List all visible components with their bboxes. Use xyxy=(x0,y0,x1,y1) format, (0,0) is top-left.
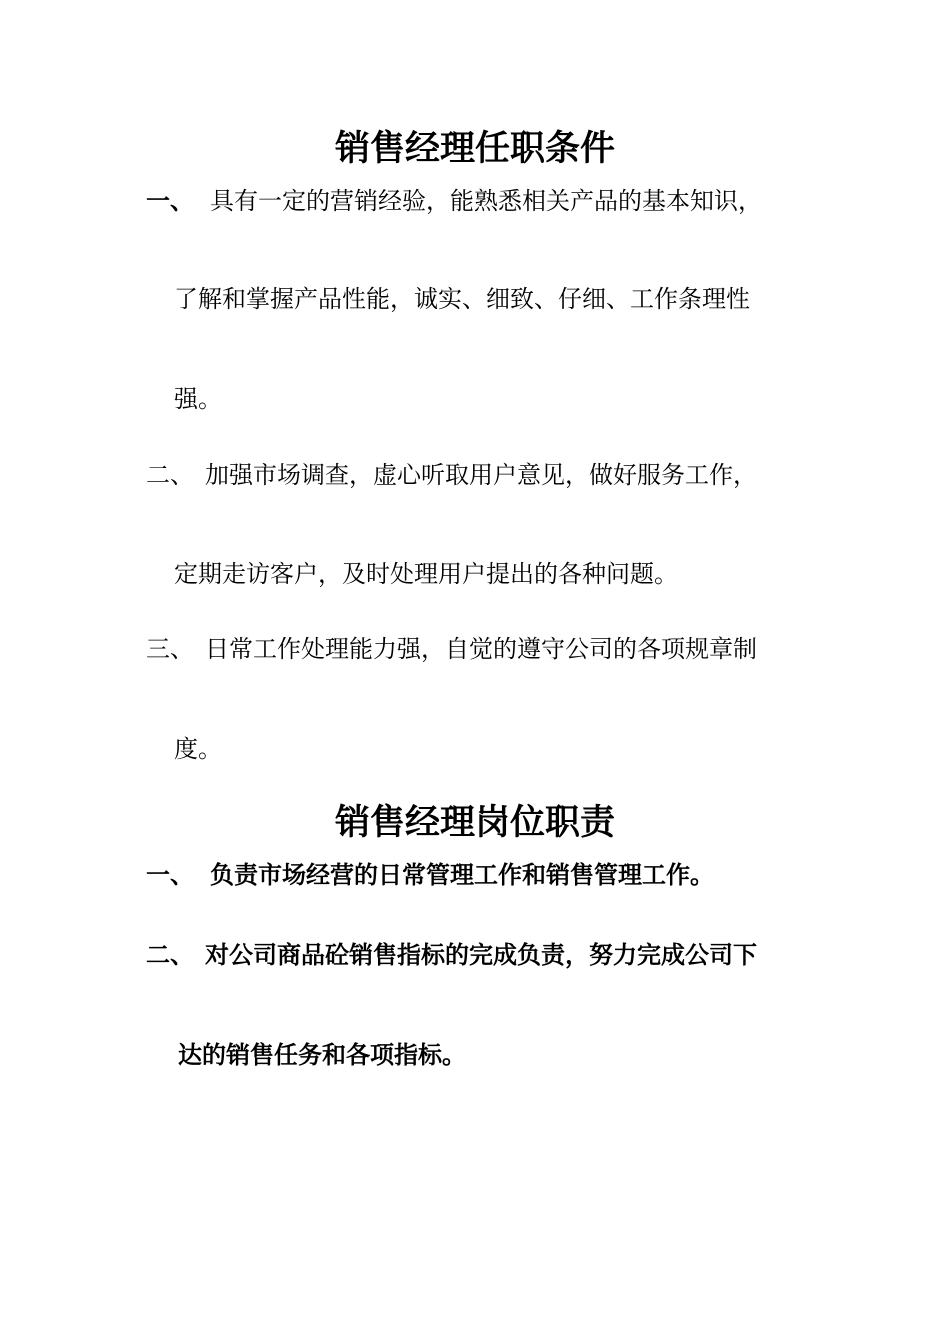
item-number: 一、 xyxy=(146,186,194,215)
item-number: 二、 xyxy=(146,940,194,969)
item-text-line: 定期走访客户，及时处理用户提出的各种问题。 xyxy=(174,560,678,588)
section-title-responsibilities: 销售经理岗位职责 xyxy=(334,802,615,843)
item-text-line: 达的销售任务和各项指标。 xyxy=(178,1040,466,1069)
item-number: 二、 xyxy=(146,461,194,489)
item-text-line: 对公司商品砼销售指标的完成负责，努力完成公司下 xyxy=(205,940,757,969)
item-text-line: 具有一定的营销经验，能熟悉相关产品的基本知识， xyxy=(210,187,762,215)
item-number: 三、 xyxy=(146,635,194,663)
item-text-line: 日常工作处理能力强，自觉的遵守公司的各项规章制 xyxy=(205,635,757,663)
item-text-line: 负责市场经营的日常管理工作和销售管理工作。 xyxy=(210,860,714,889)
item-text-line: 强。 xyxy=(174,385,222,413)
section-title-qualifications: 销售经理任职条件 xyxy=(334,128,615,169)
item-number: 一、 xyxy=(146,860,194,889)
item-text-line: 加强市场调查，虚心听取用户意见，做好服务工作， xyxy=(205,461,757,489)
item-text-line: 度。 xyxy=(174,735,222,763)
item-text-line: 了解和掌握产品性能，诚实、细致、仔细、工作条理性 xyxy=(174,285,750,313)
